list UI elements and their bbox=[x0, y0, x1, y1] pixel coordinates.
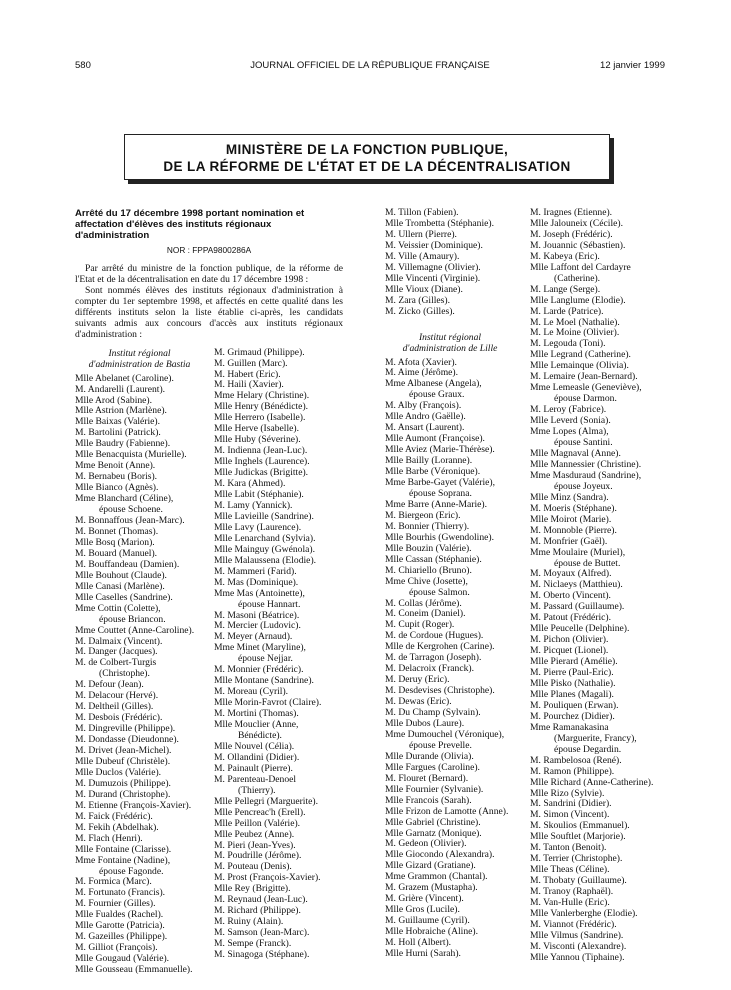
list-item: Mlle Lavy (Laurence). bbox=[214, 521, 302, 533]
list-item: M. Moeris (Stéphane). bbox=[530, 502, 617, 514]
list-item: M. Zara (Gilles). bbox=[385, 294, 451, 306]
list-item: M. Dalmaix (Vincent). bbox=[75, 635, 163, 647]
list-item: Mlle Vanlerberghe (Elodie). bbox=[530, 908, 638, 919]
list-item: M. Du Champ (Sylvain). bbox=[385, 707, 481, 719]
list-item: Mme Blanchard (Céline), bbox=[75, 493, 174, 505]
list-item: M. Alby (François). bbox=[385, 400, 462, 412]
issue-date: 12 janvier 1999 bbox=[600, 60, 665, 71]
list-item: Mlle Barbe (Véronique). bbox=[385, 466, 481, 478]
list-item: M. Grimaud (Philippe). bbox=[214, 346, 305, 358]
list-item: M. Iragnes (Etienne). bbox=[530, 207, 613, 218]
list-item: M. Fortunato (Francis). bbox=[75, 887, 166, 899]
list-item: M. Villemagne (Olivier). bbox=[385, 261, 481, 273]
list-item: Mlle Baudry (Fabienne). bbox=[75, 438, 171, 450]
list-item: M. Patout (Frédéric). bbox=[530, 612, 611, 624]
list-item: Mme Barre (Anne-Marie). bbox=[385, 498, 488, 510]
list-item: Mlle Garotte (Patricia). bbox=[75, 920, 165, 932]
list-item: M. Zicko (Gilles). bbox=[385, 305, 455, 317]
list-item: M. Drivet (Jean-Michel). bbox=[75, 745, 172, 757]
list-item: Mlle Bosq (Marion). bbox=[75, 536, 155, 548]
list-item: M. Lemaire (Jean-Bernard). bbox=[530, 371, 638, 383]
list-item: M. Collas (Jérôme). bbox=[385, 597, 462, 609]
list-item: M. Deltheil (Gilles). bbox=[75, 701, 154, 713]
list-item: Mlle Aviez (Marie-Thérèse). bbox=[385, 444, 495, 456]
list-item: M. Legouda (Toni). bbox=[530, 338, 606, 350]
list-item: Mlle Fontaine (Clarisse). bbox=[75, 843, 172, 855]
list-item: Mlle Bianco (Agnès). bbox=[75, 482, 159, 494]
list-item: M. Etienne (François-Xavier). bbox=[75, 799, 192, 811]
list-item: M. Biergeon (Eric). bbox=[385, 509, 461, 521]
list-item: Mlle Hurni (Sarah). bbox=[385, 948, 461, 959]
list-item: Mme Grammon (Chantal). bbox=[385, 871, 488, 883]
list-item: M. Bonnaffous (Jean-Marc). bbox=[75, 515, 185, 527]
section-heading-lille bbox=[385, 332, 515, 354]
list-item: Mlle Leverd (Sonia). bbox=[530, 415, 611, 427]
list-item: Mlle Souftlet (Marjorie). bbox=[530, 831, 626, 843]
list-item-continuation: épouse Joyeux. bbox=[554, 480, 613, 492]
list-item-continuation: épouse Prevelle. bbox=[409, 739, 472, 751]
name-list-d bbox=[530, 208, 665, 964]
list-item: M. Delacroix (Franck). bbox=[385, 663, 474, 675]
list-item: Mlle Gousseau (Emmanuelle). bbox=[75, 964, 193, 976]
list-item: Mlle Labit (Stéphanie). bbox=[214, 489, 304, 501]
list-item: M. Mas (Dominique). bbox=[214, 576, 299, 588]
list-item: Mlle Jalouneix (Cécile). bbox=[530, 217, 623, 229]
list-item: Mlle Legrand (Catherine). bbox=[530, 349, 631, 361]
list-item: Mme Ramanakasina bbox=[530, 721, 609, 733]
list-item-continuation: (Thierry). bbox=[238, 784, 276, 796]
list-item: M. Jouannic (Sébastien). bbox=[530, 239, 626, 251]
list-item: M. Parenteau-Denoel bbox=[214, 773, 297, 785]
list-item: M. Pouteau (Denis). bbox=[214, 861, 292, 873]
list-item: M. de Tarragon (Joseph). bbox=[385, 652, 482, 664]
list-item: M. Tranoy (Raphaël). bbox=[530, 886, 614, 898]
list-item: Mlle Peillon (Valérie). bbox=[214, 817, 301, 829]
list-item: M. Skoulios (Emmanuel). bbox=[530, 820, 630, 832]
list-item: Mlle Minz (Sandra). bbox=[530, 491, 609, 503]
nor-reference: NOR : FPPA9800286A bbox=[166, 245, 252, 255]
list-item: M. Mercier (Ludovic). bbox=[214, 620, 301, 632]
list-item: Mlle Henry (Bénédicte). bbox=[214, 401, 309, 413]
page-number: 580 bbox=[75, 60, 91, 71]
list-item-continuation: (Marguerite, Francy), bbox=[554, 732, 637, 744]
section-heading-line: d'administration de Lille bbox=[402, 342, 498, 354]
list-item: M. Grazem (Mustapha). bbox=[385, 882, 478, 894]
list-item: Mlle Laffont del Cardayre bbox=[530, 261, 631, 273]
list-item: M. Haili (Xavier). bbox=[214, 379, 284, 391]
list-item: Mlle Caselles (Sandrine). bbox=[75, 591, 173, 603]
list-item: M. Guillaume (Cyril). bbox=[385, 915, 470, 927]
list-item-continuation: épouse Soprana. bbox=[409, 487, 472, 499]
ministry-banner bbox=[124, 134, 610, 180]
list-item: M. Coneim (Daniel). bbox=[385, 608, 466, 620]
list-item: Mlle Richard (Anne-Catherine). bbox=[530, 776, 654, 788]
list-item: M. Faick (Frédéric). bbox=[75, 810, 153, 822]
list-item: M. Kabeya (Eric). bbox=[530, 250, 600, 262]
list-item: M. Rambelosoa (René). bbox=[530, 754, 622, 766]
list-item: Mlle Vilmus (Sandrine). bbox=[530, 929, 624, 941]
list-item: M. Terrier (Christophe). bbox=[530, 853, 623, 865]
list-item: M. Joseph (Frédéric). bbox=[530, 228, 613, 240]
list-item: Mme Mas (Antoinette), bbox=[214, 587, 305, 599]
list-item: Mme Masduraud (Sandrine), bbox=[530, 469, 642, 481]
list-item: Mlle Lemainque (Olivia). bbox=[530, 360, 629, 372]
list-item: M. Leroy (Fabrice). bbox=[530, 404, 607, 416]
list-item: M. Sempe (Franck). bbox=[214, 938, 292, 950]
list-item: M. Viannot (Frédéric). bbox=[530, 918, 617, 930]
journal-title: JOURNAL OFFICIEL DE LA RÉPUBLIQUE FRANÇAISE bbox=[250, 60, 490, 71]
list-item: Mlle Herrero (Isabelle). bbox=[214, 412, 306, 424]
list-item: M. Visconti (Alexandre). bbox=[530, 940, 627, 952]
list-item: Mlle Francois (Sarah). bbox=[385, 794, 472, 806]
list-item: M. Sandrini (Didier). bbox=[530, 798, 612, 810]
list-item-continuation: épouse Hannart. bbox=[238, 598, 301, 610]
list-item: Mlle Mouclier (Anne, bbox=[214, 719, 299, 731]
list-item: Mme Moulaire (Muriel), bbox=[530, 546, 626, 558]
list-item: M. Dumuzois (Philippe). bbox=[75, 777, 171, 789]
list-item: M. Deruy (Eric). bbox=[385, 674, 450, 686]
list-item: M. Van-Hulle (Eric). bbox=[530, 897, 610, 909]
list-item-continuation: Bénédicte). bbox=[238, 729, 282, 741]
list-item: Mme Chive (Josette), bbox=[385, 575, 468, 587]
list-item: Mlle Magnaval (Anne). bbox=[530, 447, 621, 459]
list-item: Mlle Cassan (Stéphanie). bbox=[385, 553, 482, 565]
list-item: M. Fekih (Abdelhak). bbox=[75, 821, 159, 833]
list-item: Mlle Langlume (Elodie). bbox=[530, 294, 626, 306]
list-item: Mlle Gizard (Gratiane). bbox=[385, 860, 476, 872]
list-item: M. Dondasse (Dieudonne). bbox=[75, 734, 179, 746]
list-item: M. Passard (Guillaume). bbox=[530, 601, 625, 613]
list-item: M. Veissier (Dominique). bbox=[385, 239, 483, 251]
list-item: M. Bouffandeau (Damien). bbox=[75, 558, 180, 570]
list-item: Mme Barbe-Gayet (Valérie), bbox=[385, 477, 496, 489]
list-item: M. Bonnier (Thierry). bbox=[385, 520, 470, 532]
list-item: Mme Couttet (Anne-Caroline). bbox=[75, 624, 195, 636]
list-item: M. Ruiny (Alain). bbox=[214, 916, 284, 928]
list-item: M. Pichon (Olivier). bbox=[530, 634, 609, 646]
list-item: M. Delacour (Hervé). bbox=[75, 690, 159, 702]
list-item: Mlle Mannessier (Christine). bbox=[530, 458, 642, 470]
list-item: M. Thobaty (Guillaume). bbox=[530, 875, 627, 887]
list-item: M. Cupit (Roger). bbox=[385, 619, 455, 631]
list-item: M. Dingreville (Philippe). bbox=[75, 723, 176, 735]
list-item: M. Niclaeys (Matthieu). bbox=[530, 579, 623, 591]
list-item: M. Bartolini (Patrick). bbox=[75, 427, 161, 439]
list-item: M. Samson (Jean-Marc). bbox=[214, 927, 310, 939]
list-item: Mlle Abelanet (Caroline). bbox=[75, 372, 174, 384]
list-item: Mlle Baixas (Valérie). bbox=[75, 416, 160, 428]
list-item: M. Indienna (Jean-Luc). bbox=[214, 445, 308, 457]
list-item: Mlle Durande (Olivia). bbox=[385, 750, 474, 762]
page-header bbox=[75, 60, 665, 74]
section-heading-line: Institut régional bbox=[418, 331, 482, 343]
list-item: Mlle Garnatz (Monique). bbox=[385, 827, 482, 839]
ministry-line-2: DE LA RÉFORME DE L'ÉTAT ET DE LA DÉCENTRALISATION bbox=[163, 159, 571, 174]
section-heading-bastia bbox=[75, 348, 204, 370]
list-item: M. Dewas (Eric). bbox=[385, 696, 452, 708]
list-item: M. Pieri (Jean-Yves). bbox=[214, 839, 296, 851]
list-item: Mlle Nouvel (Célia). bbox=[214, 740, 295, 752]
list-item: Mlle Lenarchand (Sylvia). bbox=[214, 532, 316, 544]
list-item: Mlle Fualdes (Rachel). bbox=[75, 909, 164, 921]
list-item: Mlle Gabriel (Christine). bbox=[385, 816, 481, 828]
list-item: M. Desbois (Frédéric). bbox=[75, 712, 163, 724]
list-item: Mlle Lavieille (Sandrine). bbox=[214, 510, 314, 522]
list-item: M. Gazeilles (Philippe). bbox=[75, 931, 168, 943]
list-item: M. Richard (Philippe). bbox=[214, 905, 301, 917]
list-item: Mlle Mainguy (Gwénola). bbox=[214, 543, 315, 555]
list-item: Mlle Theas (Céline). bbox=[530, 864, 610, 876]
list-item: M. Desdevises (Christophe). bbox=[385, 685, 495, 697]
list-item: Mlle Pisko (Nathalie). bbox=[530, 677, 616, 689]
list-item: M. Habert (Eric). bbox=[214, 368, 281, 380]
list-item: Mlle Malaussena (Elodie). bbox=[214, 554, 317, 566]
list-item: Mlle Canasi (Marlène). bbox=[75, 580, 165, 592]
list-item: M. Tillon (Fabien). bbox=[385, 207, 459, 218]
list-item: M. Poudrille (Jérôme). bbox=[214, 850, 302, 862]
list-item: Mlle Planes (Magali). bbox=[530, 688, 614, 700]
list-item-continuation: épouse Salmon. bbox=[409, 586, 470, 598]
list-item-continuation: épouse Darmon. bbox=[554, 393, 617, 405]
list-item: Mlle Benacquista (Murielle). bbox=[75, 449, 187, 461]
list-item: Mlle Peubez (Anne). bbox=[214, 828, 295, 840]
list-item: M. de Cordoue (Hugues). bbox=[385, 630, 484, 642]
list-item: Mme Benoit (Anne). bbox=[75, 460, 156, 472]
list-item: Mme Lopes (Alma), bbox=[530, 426, 609, 438]
list-item: Mlle Bailly (Loranne). bbox=[385, 455, 473, 467]
list-item: M. Andarelli (Laurent). bbox=[75, 383, 166, 395]
list-item: M. Flouret (Bernard). bbox=[385, 772, 469, 784]
list-item: M. Moreau (Cyril). bbox=[214, 686, 289, 698]
column-2 bbox=[385, 208, 515, 960]
list-item: Mlle Bourhis (Gwendoline). bbox=[385, 531, 494, 543]
list-item: Mme Albanese (Angela), bbox=[385, 378, 482, 390]
list-item: M. Kara (Ahmed). bbox=[214, 478, 286, 490]
list-item-continuation: épouse de Buttet. bbox=[554, 557, 621, 569]
list-item: M. Pourchez (Didier). bbox=[530, 710, 615, 722]
list-item: Mlle Bouhout (Claude). bbox=[75, 569, 167, 581]
list-item: Mlle Vincenti (Virginie). bbox=[385, 272, 481, 284]
list-item: M. Mortini (Thomas). bbox=[214, 708, 299, 720]
list-item: Mlle Pencreac'h (Erell). bbox=[214, 806, 306, 818]
list-item: Mlle Moirot (Marie). bbox=[530, 513, 612, 525]
list-item: M. Sinagoga (Stéphane). bbox=[214, 949, 310, 961]
list-item: Mme Lemeasle (Geneviève), bbox=[530, 382, 642, 394]
list-item: Mlle Trombetta (Stéphanie). bbox=[385, 217, 494, 229]
list-item: M. Prost (François-Xavier). bbox=[214, 872, 321, 884]
list-item: M. Reynaud (Jean-Luc). bbox=[214, 894, 308, 906]
list-item: Mlle Montane (Sandrine). bbox=[214, 675, 314, 687]
list-item: Mlle de Kergrohen (Carine). bbox=[385, 641, 495, 653]
list-item: M. Fournier (Gilles). bbox=[75, 898, 156, 910]
list-item: M. Le Moel (Nathalie). bbox=[530, 316, 620, 328]
list-item-continuation: (Catherine). bbox=[554, 272, 601, 284]
column-1 bbox=[75, 208, 343, 976]
list-item: M. de Colbert-Turgis bbox=[75, 657, 157, 669]
list-item: M. Ramon (Philippe). bbox=[530, 765, 615, 777]
list-item: M. Aime (Jérôme). bbox=[385, 367, 459, 379]
list-item-continuation: (Christophe). bbox=[99, 668, 150, 680]
list-item: Mlle Aumont (Françoise). bbox=[385, 433, 485, 445]
list-item: M. Ville (Amaury). bbox=[385, 250, 460, 262]
name-list-b bbox=[214, 348, 343, 961]
list-item: M. Tanton (Benoit). bbox=[530, 842, 607, 854]
name-list-a bbox=[75, 374, 204, 976]
list-item: Mlle Judickas (Brigitte). bbox=[214, 467, 309, 479]
list-item-continuation: épouse Graux. bbox=[409, 389, 465, 401]
list-item-continuation: épouse Santini. bbox=[554, 437, 613, 449]
list-item: M. Bouard (Manuel). bbox=[75, 547, 158, 559]
list-item: Mlle Astrion (Marlène). bbox=[75, 405, 167, 417]
list-item: M. Monfrier (Gaël). bbox=[530, 535, 608, 547]
list-item: Mlle Gros (Lucile). bbox=[385, 904, 460, 916]
list-item: Mlle Gougaud (Valérie). bbox=[75, 953, 170, 965]
list-item: M. Holl (Albert). bbox=[385, 937, 452, 949]
name-list-c2 bbox=[385, 358, 515, 960]
list-item: M. Danger (Jacques). bbox=[75, 646, 158, 658]
list-item: M. Mammeri (Farid). bbox=[214, 565, 297, 577]
list-item: M. Picquet (Lionel). bbox=[530, 645, 609, 657]
list-item: Mlle Rey (Brigitte). bbox=[214, 883, 291, 895]
list-item: Mlle Dubeuf (Christèle). bbox=[75, 755, 171, 767]
list-item: Mlle Peucelle (Delphine). bbox=[530, 623, 630, 635]
list-item: Mme Cottin (Colette), bbox=[75, 602, 161, 614]
list-item: Mlle Andro (Gaëlle). bbox=[385, 411, 466, 423]
list-item: M. Ollandini (Didier). bbox=[214, 751, 300, 763]
list-item: Mlle Inghels (Laurence). bbox=[214, 456, 310, 468]
list-item: M. Formica (Marc). bbox=[75, 876, 152, 888]
list-item-continuation: épouse Fagonde. bbox=[99, 865, 164, 877]
list-item-continuation: épouse Nejjar. bbox=[238, 653, 293, 665]
list-item: Mlle Rizo (Sylvie). bbox=[530, 787, 605, 799]
list-item: Mlle Herve (Isabelle). bbox=[214, 423, 299, 435]
list-item: M. Grière (Vincent). bbox=[385, 893, 464, 905]
subcolumn-b bbox=[214, 348, 343, 976]
intro-paragraph-1: Par arrêté du ministre de la fonction publique, de la réforme de l'Etat et de la décentralisation en date du 17 décembre 1998 : bbox=[75, 262, 343, 285]
list-item: Mme Dumouchel (Véronique), bbox=[385, 728, 505, 740]
list-item: Mlle Pellegri (Marguerite). bbox=[214, 795, 318, 807]
list-item: M. Ullern (Pierre). bbox=[385, 228, 457, 240]
list-item: M. Monnoble (Pierre). bbox=[530, 524, 617, 536]
list-item-continuation: épouse Briancon. bbox=[99, 613, 166, 625]
list-item: M. Lamy (Yannick). bbox=[214, 499, 293, 511]
list-item: M. Meyer (Arnaud). bbox=[214, 631, 293, 643]
list-item: M. Simon (Vincent). bbox=[530, 809, 610, 821]
list-item: Mlle Hobraiche (Aline). bbox=[385, 926, 478, 938]
list-item: Mlle Arod (Sabine). bbox=[75, 394, 153, 406]
list-item: Mme Minet (Maryline), bbox=[214, 642, 306, 654]
list-item: M. Gedeon (Olivier). bbox=[385, 838, 467, 850]
list-item: Mme Helary (Christine). bbox=[214, 390, 310, 402]
section-heading-line: Institut régional bbox=[108, 347, 171, 359]
list-item: M. Bernabeu (Boris). bbox=[75, 471, 158, 483]
subcolumn-a bbox=[75, 348, 204, 976]
list-item: M. Pouliquen (Erwan). bbox=[530, 699, 619, 711]
list-item: M. Chiariello (Bruno). bbox=[385, 564, 472, 576]
list-item: Mlle Huby (Séverine). bbox=[214, 434, 301, 446]
list-item: M. Larde (Patrice). bbox=[530, 305, 604, 317]
list-item: M. Gilliot (François). bbox=[75, 942, 158, 954]
list-item: Mme Fontaine (Nadine), bbox=[75, 854, 171, 866]
bastia-columns bbox=[75, 348, 343, 976]
list-item: M. Guillen (Marc). bbox=[214, 357, 288, 369]
intro-paragraph-2: Sont nommés élèves des instituts régionaux d'administration à compter du 1er septembre 1998, et affectés en cette qualité dans les différents instituts selon la liste établie ci-après, les candidats suivants admis aux concours d'accès aux instituts régionaux d'administration : bbox=[75, 284, 343, 340]
list-item: Mlle Bouzin (Valérie). bbox=[385, 542, 472, 554]
list-item: Mlle Dubos (Laure). bbox=[385, 717, 465, 729]
list-item: Mlle Fournier (Sylvanie). bbox=[385, 783, 484, 795]
ministry-line-1: MINISTÈRE DE LA FONCTION PUBLIQUE, bbox=[225, 142, 509, 157]
arrete-title: Arrêté du 17 décembre 1998 portant nomination et affectation d'élèves des instituts régionaux d'administration bbox=[75, 208, 305, 241]
list-item: M. Bonnet (Thomas). bbox=[75, 525, 159, 537]
list-item: M. Moyaux (Alfred). bbox=[530, 568, 612, 580]
list-item: Mlle Morin-Favrot (Claire). bbox=[214, 697, 322, 709]
list-item: M. Flach (Henri). bbox=[75, 832, 143, 844]
list-item: Mlle Frizon de Lamotte (Anne). bbox=[385, 805, 509, 817]
section-heading-line: d'administration de Bastia bbox=[88, 358, 191, 370]
list-item: M. Ansart (Laurent). bbox=[385, 422, 465, 434]
list-item: Mlle Fargues (Caroline). bbox=[385, 761, 480, 773]
list-item-continuation: épouse Degardin. bbox=[554, 743, 622, 755]
list-item: M. Afota (Xavier). bbox=[385, 356, 457, 368]
list-item: M. Oberto (Vincent). bbox=[530, 590, 611, 602]
list-item: M. Painault (Pierre). bbox=[214, 762, 293, 774]
list-item: M. Monnier (Frédéric). bbox=[214, 664, 304, 676]
list-item: M. Defour (Jean). bbox=[75, 679, 144, 691]
list-item: Mlle Duclos (Valérie). bbox=[75, 766, 162, 778]
list-item: M. Lange (Serge). bbox=[530, 283, 601, 295]
list-item: M. Masoni (Béatrice). bbox=[214, 609, 300, 621]
list-item: M. Durand (Christophe). bbox=[75, 788, 171, 800]
list-item: M. Le Moine (Olivier). bbox=[530, 327, 620, 339]
list-item-continuation: épouse Schoene. bbox=[99, 504, 163, 516]
list-item: Mlle Yannou (Tiphaine). bbox=[530, 951, 625, 963]
list-item: M. Pierre (Paul-Eric). bbox=[530, 667, 614, 679]
list-item: Mlle Pierard (Amélie). bbox=[530, 656, 618, 668]
list-item: Mlle Vioux (Diane). bbox=[385, 283, 463, 295]
name-list-c1 bbox=[385, 208, 515, 318]
column-3 bbox=[530, 208, 665, 964]
list-item: Mlle Giocondo (Alexandra). bbox=[385, 849, 495, 861]
